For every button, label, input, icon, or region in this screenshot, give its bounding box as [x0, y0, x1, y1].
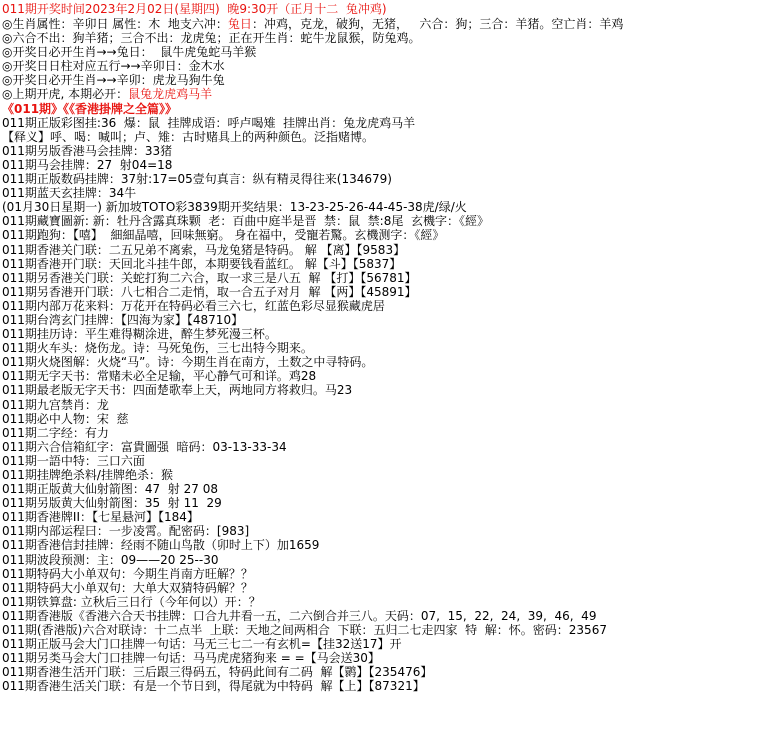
line-hk-card-ii-seg-0: 011期香港牌II：【七星悬河】【184】 [2, 510, 199, 525]
line-hk-life-close-door-couplet [2, 679, 774, 693]
line-six-combination-letter-box [2, 440, 774, 454]
line-oldest-wordless-heaven-book-seg-0: 011期最老版无字天书：四面楚歌奉上天，两地同方将救归。马23 [2, 383, 353, 398]
line-nine-palace-taboo [2, 398, 774, 412]
line-inner-flower-come [2, 299, 774, 313]
line-authentic-blue-horse-club-door [2, 637, 774, 651]
line-hk-life-door-couplet-seg-0: 011期香港生活开门联：三后跟三得码五，特码此间有二码 解【鹮】【235476】 [2, 665, 433, 680]
line-authentic-color-card-seg-0: 011期正版彩图挂:36 爆：鼠 挂牌成语：呼卢喝雉 挂牌出肖：兔龙虎鸡马羊 [2, 115, 416, 130]
line-running-horse-seg-0: 011期跑狗：【嘻】 細細晶嘻，回味無窮。 身在福中，受寵若驚。玄機测字：《經》 [2, 228, 445, 243]
line-explanation [2, 130, 774, 144]
line-one-word-seg-0: 011期一語中特：三口六面 [2, 453, 145, 468]
line-hk-version-six-combination-couplet [2, 623, 774, 637]
line-special-code-size-single-double-seg-0: 011期特码大小单双句：今期生肖南方旺解？？ [2, 566, 253, 581]
line-hk-horse-card [2, 144, 774, 158]
line-this-period-must-open [2, 87, 774, 101]
line-certain-person [2, 412, 774, 426]
line-tibet-treasure-picture [2, 214, 774, 228]
line-hk-horse-card-seg-0: 011期另版香港马会挂牌：33猪 [2, 143, 173, 158]
line-two-words-through-seg-0: 011期二字经：有力 [2, 425, 109, 440]
line-hk-life-door-couplet [2, 665, 774, 679]
line-authentic-color-card [2, 116, 774, 130]
line-authentic-yellow-fairy-seg-0: 011期正版黄大仙射箭图：47 射 27 08 [2, 482, 218, 497]
line-high-sky-black-card-seg-0: 011期蓝天玄挂牌：34牛 [2, 186, 137, 201]
line-special-code-size-single-double2-seg-0: 011期特码大小单双句：大单大双猜特码解？？ [2, 580, 253, 595]
line-wave-band-prediction-seg-0: 011期波段预测：主：09——20 25--30 [2, 552, 219, 567]
line-hk-another-open-couplet-seg-0: 011期另香港开门联：八七相合二走悄，取一合五子对月 解 【两】【45891】 [2, 284, 417, 299]
line-hk-version-six-combination-couplet-seg-0: 011期(香港版)六合对联诗：十二点半 上联：天地之间两相合 下联：五归二七走四家 特 解：怀。密码：23567 [2, 623, 607, 638]
line-tibet-treasure-picture-seg-0: 011期藏寶圖新: 新：牡丹含露真珠颗 老：百曲中庭半是晋 禁：鼠 禁:8尾 玄機字：《經》 [2, 214, 489, 229]
document-body [2, 17, 774, 694]
line-this-period-must-open-seg-0: ◎上期开虎, 本期必开： [2, 87, 129, 102]
line-authentic-blue-horse-club-door-seg-0: 011期正版马会大门口挂牌一句话：马无三七二一有玄机=【挂32送17】开 [2, 637, 402, 652]
line-birth-attributes-seg-2: ：冲鸡，克龙，破狗，无猪， 六合：狗；三合：羊猪。空亡肖：羊鸡 [251, 17, 624, 31]
line-toto-result [2, 200, 774, 214]
line-wordless-heaven-book [2, 369, 774, 383]
line-hk-open-couplet-seg-0: 011期香港开门联：天回北斗挂牛郎，本期要钱看蓝红。 解【斗】【5837】 [2, 256, 402, 271]
line-this-period-must-open-seg-1: 鼠兔龙虎鸡马羊 [128, 87, 213, 102]
line-iron-arm-stand [2, 595, 774, 609]
line-explanation-seg-0: 【释义】呼、喝：喊叫；卢、雉：古时赌具上的两种颜色。泛指赌博。 [2, 129, 375, 144]
line-fire-vehicle-head [2, 341, 774, 355]
line-horse-club-card-seg-0: 011期马会挂牌：27 射04=18 [2, 157, 173, 172]
line-special-code-size-single-double2 [2, 581, 774, 595]
line-running-horse [2, 228, 774, 242]
line-two-words-through [2, 426, 774, 440]
line-fire-burning-picture [2, 355, 774, 369]
line-oldest-wordless-heaven-book [2, 383, 774, 397]
line-authentic-yellow-fairy [2, 482, 774, 496]
line-draw-day-birth2 [2, 73, 774, 87]
line-card-absolute-kill [2, 468, 774, 482]
line-certain-person-seg-0: 011期必中人物：宋 慈 [2, 411, 129, 426]
line-inner-transport-procedure-seg-0: 011期内部运程曰：一步凌霄。配密码：[983] [2, 524, 250, 539]
line-hk-card-ii [2, 510, 774, 524]
line-six-no-out-seg-0: ◎六合不出：狗羊猪；三合不出：龙虎兔；正在开生肖：蛇牛龙鼠猴，防兔鸡。 [2, 31, 421, 46]
line-draw-day-necessary-seg-0: ◎开奖日必开生肖→→兔日： 鼠牛虎兔蛇马羊猴 [2, 45, 257, 60]
line-pillar-five-elements [2, 59, 774, 73]
line-hk-another-key-couplet [2, 271, 774, 285]
line-hk-life-close-door-couplet-seg-0: 011期香港生活关门联：有是一个节日到，得尾就为中特码 解【上】【87321】 [2, 679, 425, 694]
line-taiwan-black-card [2, 313, 774, 327]
draw-info-header: 011期开奖时间2023年2月02日(星期四) 晚9:30开（正月十二 兔冲鸡) [2, 2, 387, 16]
line-wordless-heaven-book-seg-0: 011期无字天书：常赌未必全足输，平心静气可和详。鸡28 [2, 369, 317, 384]
line-wave-band-prediction [2, 553, 774, 567]
line-another-class-horse-club-door [2, 651, 774, 665]
line-hk-version-bookcard [2, 609, 774, 623]
line-fire-burning-picture-seg-0: 011期火烧图解：火烧“马”。诗：今期生肖在南方，土数之中寻特码。 [2, 355, 374, 370]
line-horse-club-card [2, 158, 774, 172]
line-birth-attributes [2, 17, 774, 31]
line-one-word [2, 454, 774, 468]
line-inner-transport-procedure [2, 524, 774, 538]
line-nine-palace-taboo-seg-0: 011期九宫禁肖：龙 [2, 397, 109, 412]
line-iron-arm-stand-seg-0: 011期铁算盘: 立秋后三日行（今年何以）开：？ [2, 594, 261, 609]
line-hk-letter-seal-card-seg-0: 011期香港信封挂牌：经雨不随山鸟散（卯时上下）加1659 [2, 538, 320, 553]
line-title-hanging-cards-seg-0: 《011期》《《香港掛牌之全篇》》 [2, 101, 178, 116]
line-hanging-card-poem-seg-0: 011期挂历诗：平生难得糊涂进，醉生梦死漫三杯。 [2, 327, 277, 342]
line-birth-attributes-seg-1: 兔日 [227, 17, 252, 31]
line-birth-attributes-seg-0: ◎生肖属性：辛卯日 属性：木 地支六冲： [2, 17, 228, 31]
line-taiwan-black-card-seg-0: 011期台湾玄门挂牌：【四海为家】【48710】 [2, 312, 244, 327]
line-another-class-horse-club-door-seg-0: 011期另类马会大门口挂牌一句话：马马虎虎猪狗来 = =【马会送30】 [2, 651, 380, 666]
line-card-absolute-kill-seg-0: 011期挂牌绝杀料/挂牌绝杀：猴 [2, 468, 173, 482]
line-hk-key-couplet-seg-0: 011期香港关门联：二五兄弟不离索，马龙兔猪是特码。 解 【离】【9583】 [2, 242, 406, 257]
line-hk-another-open-couplet [2, 285, 774, 299]
line-fire-vehicle-head-seg-0: 011期火车头：烧伤龙。诗：马死兔伤，三七出特今期来。 [2, 341, 313, 356]
line-hanging-card-poem [2, 327, 774, 341]
line-high-sky-black-card [2, 186, 774, 200]
line-draw-day-necessary [2, 45, 774, 59]
line-authentic-digit-card [2, 172, 774, 186]
line-hk-version-bookcard-seg-0: 011期香港版《香港六合天书挂牌：口合九井看一五，二六倒合并三八。天码：07, 15, 22, 24, 39, 46, 49 [2, 608, 597, 623]
line-toto-result-seg-0: (01月30日星期一) 新加坡TOTO彩3839期开奖结果：13-23-25-26-44-45-38虎/绿/火 [2, 200, 467, 215]
line-authentic-digit-card-seg-0: 011期正版数码挂牌：37射:17=05壹句真言：纵有精灵得往来(134679) [2, 172, 392, 187]
line-special-code-size-single-double [2, 567, 774, 581]
line-draw-day-birth2-seg-0: ◎开奖日必开生肖→→辛卯：虎龙马狗牛兔 [2, 73, 225, 88]
line-inner-flower-come-seg-0: 011期内部万花来料：万花开在特码必看三六七，红蓝色彩尽显猴藏虎居 [2, 298, 385, 313]
line-title-hanging-cards [2, 102, 774, 116]
line-hk-key-couplet [2, 243, 774, 257]
line-six-no-out [2, 31, 774, 45]
line-hk-another-key-couplet-seg-0: 011期另香港关门联：关蛇打狗二六合，取一求三是八五 解 【打】【56781】 [2, 270, 417, 285]
line-another-yellow-fairy-seg-0: 011期另版黄大仙射箭图：35 射 11 29 [2, 496, 222, 511]
line-hk-letter-seal-card [2, 538, 774, 552]
line-hk-open-couplet [2, 257, 774, 271]
line-pillar-five-elements-seg-0: ◎开奖日日柱对应五行→→辛卯日：金木水 [2, 59, 225, 74]
line-six-combination-letter-box-seg-0: 011期六合信箱紅字：富貴圖强 暗码：03-13-33-34 [2, 439, 287, 454]
line-another-yellow-fairy [2, 496, 774, 510]
